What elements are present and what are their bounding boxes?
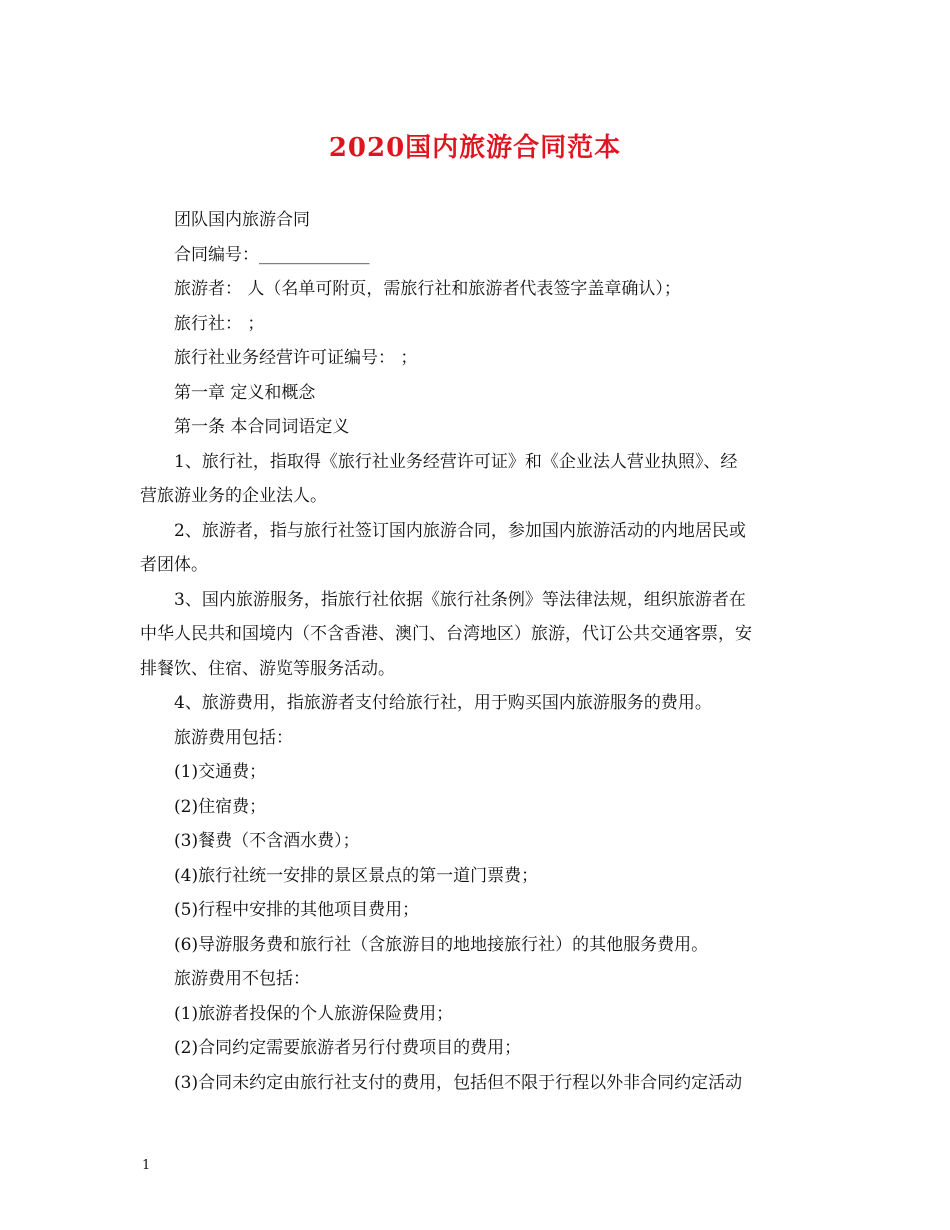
document-title: 2020国内旅游合同范本 (328, 133, 622, 163)
text-line: (6)导游服务费和旅行社（含旅游目的地地接旅行社）的其他服务费用。 (174, 934, 709, 955)
text-line: 第一条 本合同词语定义 (174, 417, 350, 437)
text-line: 2、旅游者，指与旅行社签订国内旅游合同，参加国内旅游活动的内地居民或 (174, 520, 746, 541)
text-line: 旅游费用包括： (174, 727, 293, 748)
document-body (140, 203, 812, 1100)
text-line: (4)旅行社统一安排的景区景点的第一道门票费； (174, 865, 539, 886)
page-number: 1 (142, 1158, 151, 1173)
text-line: (5)行程中安排的其他项目费用； (174, 900, 420, 920)
text-line: (3)合同未约定由旅行社支付的费用，包括但不限于行程以外非合同约定活动 (174, 1072, 743, 1093)
text-line: 中华人民共和国境内（不含香港、澳门、台湾地区）旅游，代订公共交通客票，安 (140, 624, 752, 644)
text-line: (1)交通费； (174, 762, 267, 782)
text-line: 3、国内旅游服务，指旅行社依据《旅行社条例》等法律法规，组织旅游者在 (174, 589, 746, 610)
text-line: (1)旅游者投保的个人旅游保险费用； (174, 1003, 454, 1024)
text-line: 团队国内旅游合同 (174, 210, 310, 230)
text-line: 者团体。 (140, 555, 208, 575)
text-line: (2)住宿费； (174, 796, 267, 817)
text-line: 营旅游业务的企业法人。 (140, 486, 327, 506)
text-line: 4、旅游费用，指旅游者支付给旅行社，用于购买国内旅游服务的费用。 (174, 693, 712, 713)
text-line: 旅行社： ； (174, 313, 265, 334)
text-line: 旅游费用不包括： (174, 969, 310, 989)
text-line: 合同编号：_____________ (174, 244, 370, 265)
text-line: 1、旅行社，指取得《旅行社业务经营许可证》和《企业法人营业执照》、经 (174, 451, 738, 472)
text-line: 第一章 定义和概念 (174, 382, 316, 403)
text-line: 排餐饮、住宿、游览等服务活动。 (140, 658, 395, 679)
text-line: (2)合同约定需要旅游者另行付费项目的费用； (174, 1038, 522, 1058)
text-line: (3)餐费（不含酒水费）； (174, 831, 360, 851)
text-line: 旅游者： 人（名单可附页，需旅行社和旅游者代表签字盖章确认）； (174, 279, 681, 299)
text-line: 旅行社业务经营许可证编号： ； (174, 348, 418, 368)
